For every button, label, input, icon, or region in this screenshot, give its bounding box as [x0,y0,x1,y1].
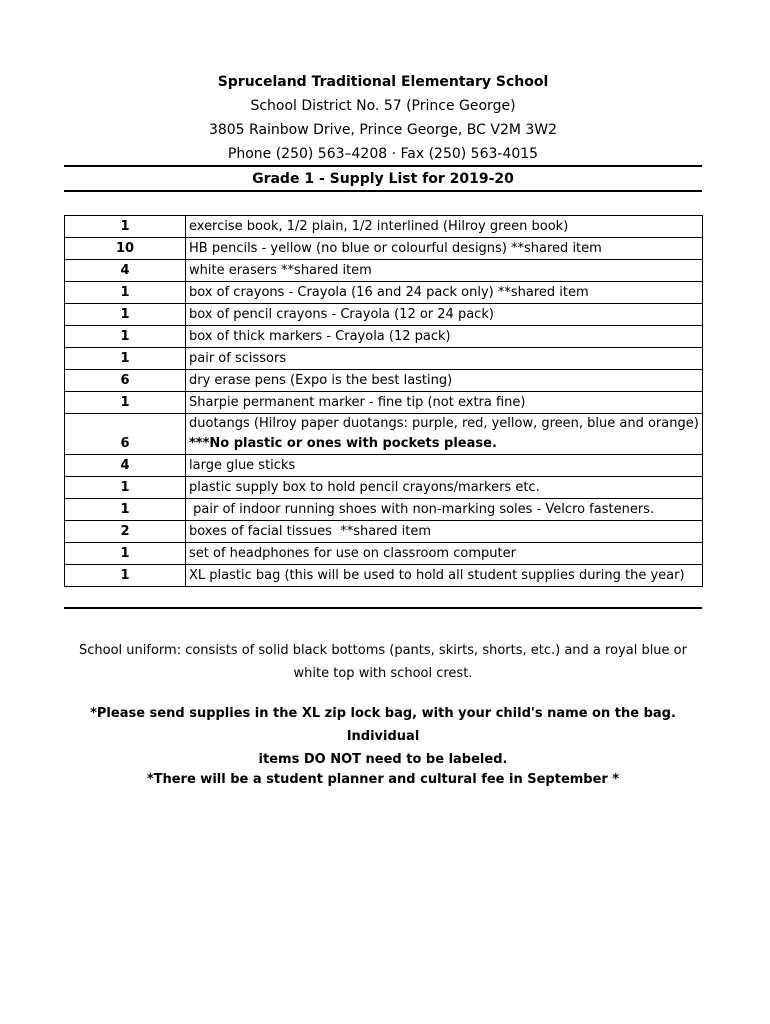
supply-item: boxes of facial tissues **shared item [186,521,703,543]
supply-item: box of pencil crayons - Crayola (12 or 24 pack) [186,304,703,326]
fee-note: *There will be a student planner and cultural fee in September * [146,772,620,787]
uniform-note-line: white top with school crest. [293,666,473,681]
supply-qty: 1 [65,282,186,304]
supply-item: XL plastic bag (this will be used to hold all student supplies during the year) [186,565,703,587]
supply-qty: 1 [65,543,186,565]
supply-item: HB pencils - yellow (no blue or colourful designs) **shared item [186,238,703,260]
table-row [65,326,703,348]
supply-item: dry erase pens (Expo is the best lasting) [186,370,703,392]
supply-qty: 4 [65,455,186,477]
table-row [65,370,703,392]
supply-qty: 1 [65,348,186,370]
supply-qty: 6 [65,414,186,455]
table-row [65,499,703,521]
supply-table [64,215,703,587]
table-row [65,348,703,370]
table-row [65,414,703,455]
table-row [65,543,703,565]
supply-item [186,414,703,455]
supply-item: box of crayons - Crayola (16 and 24 pack only) **shared item [186,282,703,304]
supply-qty: 10 [65,238,186,260]
header-top-rule [64,165,702,167]
supply-list-title: Grade 1 - Supply List for 2019-20 [252,171,514,187]
supply-qty: 1 [65,216,186,238]
supply-item-text: duotangs (Hilroy paper duotangs: purple, red, yellow, green, blue and orange) [189,416,699,431]
table-row [65,260,703,282]
supply-qty: 1 [65,565,186,587]
school-header [64,70,702,166]
school-address: 3805 Rainbow Drive, Prince George, BC V2M 3W2 [208,122,558,138]
supply-qty: 1 [65,499,186,521]
supply-item: exercise book, 1/2 plain, 1/2 interlined (Hilroy green book) [186,216,703,238]
school-district: School District No. 57 (Prince George) [250,98,516,114]
table-row [65,304,703,326]
school-contact: Phone (250) 563–4208 · Fax (250) 563-4015 [227,146,539,162]
supply-item: Sharpie permanent marker - fine tip (not extra fine) [186,392,703,414]
table-row [65,565,703,587]
supply-item: pair of scissors [186,348,703,370]
supply-qty: 6 [65,370,186,392]
bag-note [64,702,702,771]
bag-note-line: items DO NOT need to be labeled. [258,752,508,767]
table-row [65,455,703,477]
supply-qty: 1 [65,326,186,348]
table-row [65,282,703,304]
uniform-note-line: School uniform: consists of solid black bottoms (pants, skirts, shorts, etc.) and a royal blue or [79,643,687,658]
header-bottom-rule [64,190,702,192]
uniform-note [64,639,702,685]
supply-item: set of headphones for use on classroom computer [186,543,703,565]
table-row [65,477,703,499]
table-bottom-rule [64,607,702,609]
supply-item: pair of indoor running shoes with non-marking soles - Velcro fasteners. [186,499,703,521]
supply-qty: 1 [65,477,186,499]
supply-item: plastic supply box to hold pencil crayons/markers etc. [186,477,703,499]
supply-item: white erasers **shared item [186,260,703,282]
bag-note-line: *Please send supplies in the XL zip lock bag, with your child's name on the bag. Individual [90,706,676,744]
supply-qty: 2 [65,521,186,543]
supply-qty: 4 [65,260,186,282]
table-row [65,216,703,238]
school-name: Spruceland Traditional Elementary School [217,74,549,90]
table-row [65,521,703,543]
supply-item: large glue sticks [186,455,703,477]
supply-qty: 1 [65,392,186,414]
table-row [65,238,703,260]
table-row [65,392,703,414]
supply-qty: 1 [65,304,186,326]
supply-item-note: ***No plastic or ones with pockets please. [189,436,497,451]
supply-item: box of thick markers - Crayola (12 pack) [186,326,703,348]
